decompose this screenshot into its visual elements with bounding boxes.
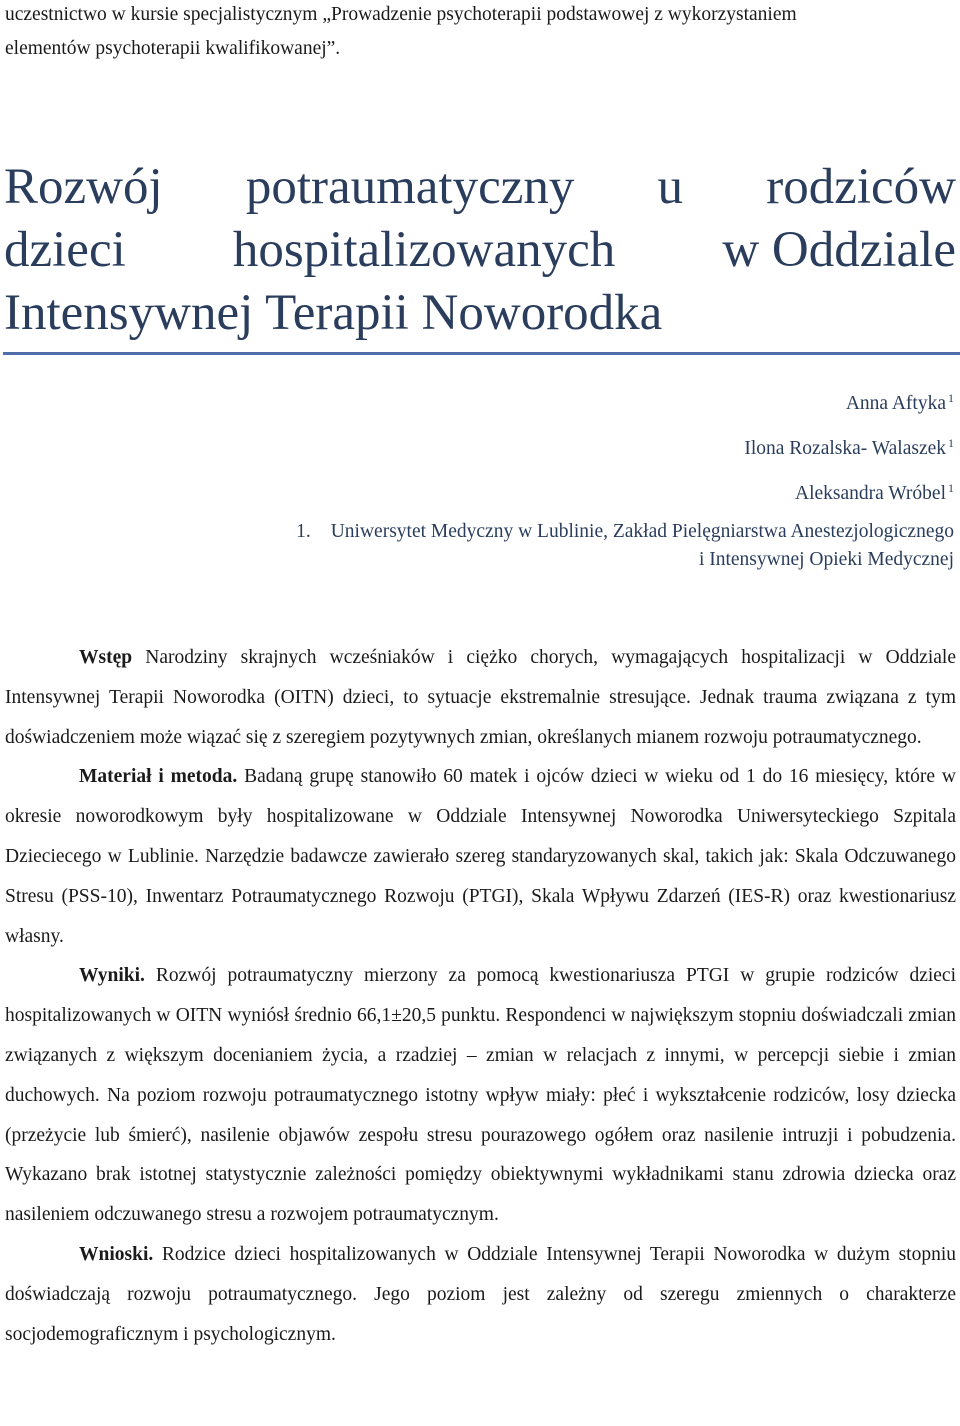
- abstract-introduction: [5, 638, 956, 757]
- title-word: Rozwój: [4, 159, 163, 215]
- affiliation-number: 1.: [296, 521, 311, 542]
- section-heading: Wnioski.: [79, 1243, 154, 1265]
- title-word: potraumatyczny: [245, 159, 575, 215]
- section-heading: Wstęp: [79, 647, 133, 668]
- abstract-methods: [5, 757, 956, 956]
- title-word: hospitalizowanych: [232, 222, 616, 278]
- paper-title: [4, 156, 956, 345]
- abstract-results: [5, 956, 956, 1235]
- continuation-line: uczestnictwo w kursie specjalistycznym „Prowadzenie psychoterapii podstawowej z wykorzystaniem: [5, 4, 797, 25]
- title-divider: [3, 352, 960, 355]
- author-affiliation: [234, 518, 954, 574]
- affiliation-mark: 1: [948, 481, 954, 495]
- section-heading: Wyniki.: [79, 965, 145, 987]
- author-name: Anna Aftyka $^1$: [845, 391, 954, 414]
- abstract-conclusions: [5, 1235, 956, 1354]
- title-line: [4, 219, 956, 282]
- affiliation-line: 1. Uniwersytet Medyczny w Lublinie, Zakład Pielęgniarstwa Anestezjologicznego: [296, 521, 954, 542]
- affiliation-line: i Intensywnej Opieki Medycznej: [698, 549, 954, 570]
- section-text: Badaną grupę stanowiło 60 matek i ojców dzieci w wieku od 1 do 16 miesięcy, które w okresie noworodkowym były hospitalizowane w Oddziale Intensywnej Noworodka Uniwersyteckiego Szpitala Dzieciecego w Lublinie. Narzędzie badawcze zawierało szereg standaryzowanych skal, takich jak: Skala Odczuwanego Stresu (PSS-10), Inwentarz Potraumatycznego Rozwoju (PTGI), Skala Wpływu Zdarzeń (IES-R) oraz kwestionariusz własny.: [5, 766, 956, 947]
- title-line: [4, 156, 956, 219]
- section-text: Narodziny skrajnych wcześniaków i ciężko chorych, wymagających hospitalizacji w Oddziale Intensywnej Terapii Noworodka (OITN) dzieci, to sytuacje ekstremalnie stresujące. Jednak trauma związana z tym doświadczeniem może wiązać się z szeregiem pozytywnych zmian, określanych mianem rozwoju potraumatycznego.: [5, 647, 956, 748]
- title-word: w Oddziale: [722, 222, 956, 278]
- abstract: [5, 638, 956, 1354]
- author-list: [744, 381, 954, 516]
- title-word: rodziców: [766, 159, 956, 215]
- author-name: Aleksandra Wróbel $^1$: [794, 481, 954, 504]
- title-word: dzieci: [4, 222, 126, 278]
- title-word: u: [657, 159, 684, 215]
- section-text: Rodzice dzieci hospitalizowanych w Oddziale Intensywnej Terapii Noworodka w dużym stopniu doświadczają rozwoju potraumatycznego. Jego poziom jest zależny od szeregu zmiennych o charakterze socjodemograficznym i psychologicznym.: [5, 1243, 956, 1345]
- section-heading: Materiał i metoda.: [79, 766, 238, 788]
- continuation-line: elementów psychoterapii kwalifikowanej”.: [5, 38, 341, 59]
- affiliation-mark: 1: [948, 391, 954, 405]
- title-line: Intensywnej Terapii Noworodka: [4, 285, 663, 341]
- author-name: Ilona Rozalska- Walaszek $^1$: [744, 436, 954, 459]
- section-text: Rozwój potraumatyczny mierzony za pomocą kwestionariusza PTGI w grupie rodziców dzieci hospitalizowanych w OITN wyniósł średnio 66,1±20,5 punktu. Respondenci w największym stopniu doświadczali zmian związanych z większym docenianiem życia, a rzadziej – zmian w relacjach z innymi, w percepcji siebie i zmian duchowych. Na poziom rozwoju potraumatycznego istotny wpływ miały: płeć i wykształcenie rodziców, losy dziecka (przeżycie lub śmierć), nasilenie objawów zespołu stresu pourazowego ogółem oraz nasilenie intruzji i pobudzenia. Wykazano brak istotnej statystycznie zależności pomiędzy obiektywnymi wykładnikami stanu zdrowia dziecka oraz nasileniem odczuwanego stresu a rozwojem potraumatycznym.: [5, 965, 956, 1226]
- affiliation-mark: 1: [948, 436, 954, 450]
- previous-section-continuation: [5, 0, 955, 66]
